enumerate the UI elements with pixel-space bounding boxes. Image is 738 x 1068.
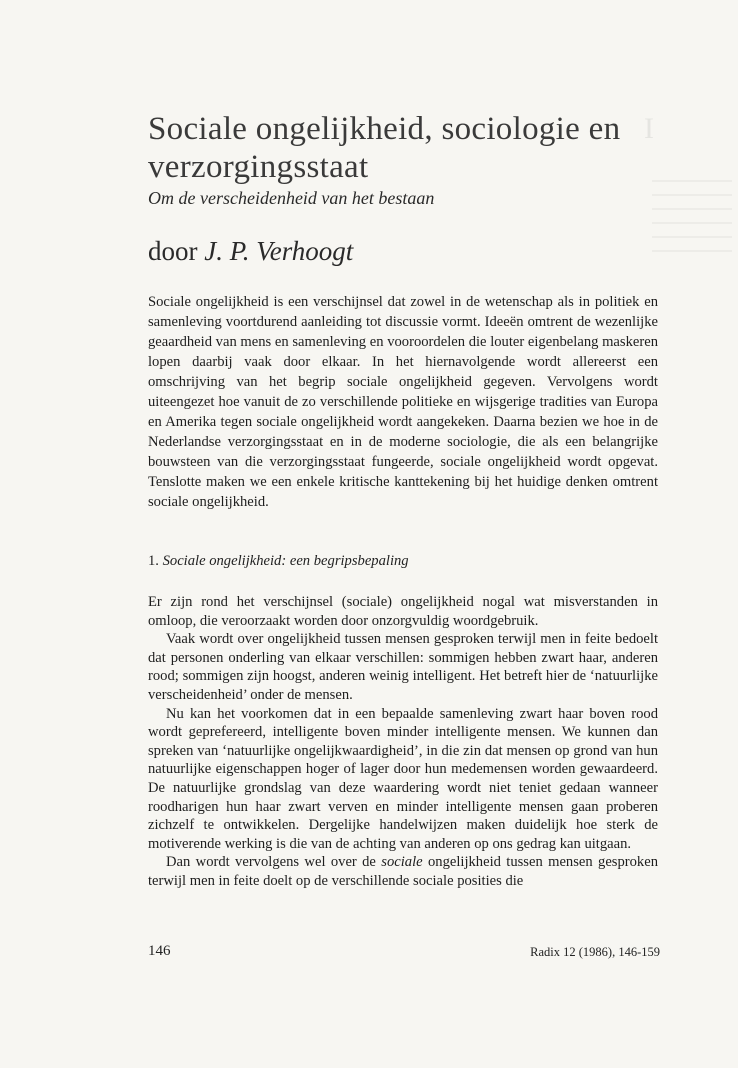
paragraph-4 [148, 853, 658, 890]
paragraph-2: Vaak wordt over ongelijkheid tussen mensen gesproken terwijl men in feite bedoelt dat personen onderling van elkaar verschillen: sommigen hebben zwart haar, anderen rood; sommigen zijn hoogst, anderen weinig intelligent. Het betreft hier de ‘natuurlijke verscheidenheid’ onder de mensen. [148, 631, 658, 703]
section-number: 1. [148, 553, 159, 569]
paragraph-4-emphasis: sociale [381, 854, 423, 871]
journal-citation: Radix 12 (1986), 146-159 [530, 945, 660, 959]
title-line-1: Sociale ongelijkheid, sociologie en [148, 111, 621, 147]
paragraph-4-start: Dan wordt vervolgens wel over de [166, 854, 376, 871]
article-subtitle: Om de verscheidenheid van het bestaan [148, 188, 435, 208]
title-line-2: verzorgingsstaat [148, 149, 369, 185]
section-title: Sociale ongelijkheid: een begripsbepaling [162, 553, 409, 569]
paragraph-3: Nu kan het voorkomen dat in een bepaalde samenleving zwart haar boven rood wordt geprefereerd, intelligente boven minder intelligente mensen. We kunnen dan spreken van ‘natuurlijke ongelijkwaardigheid’, in die zin dat mensen op grond van hun natuurlijke eigenschappen hoger of lager door hun medemensen worden gewaardeerd. De natuurlijke grondslag van deze waardering wordt niet teniet gedaan wanneer roodharigen hun haar zwart verven en minder intelligente mensen gaan proberen zichzelf te ontwikkelen. Dergelijke handelwijzen maken duidelijk hoe sterk de motiverende werking is die van de achting van anderen op ons gedrag kan uitgaan. [148, 705, 658, 852]
page-number: 146 [148, 943, 171, 959]
paragraph-1: Er zijn rond het verschijnsel (sociale) ongelijkheid nogal wat misverstanden in omloop, die veroorzaakt worden door onzorgvuldig woordgebruik. [148, 594, 658, 629]
section-heading [148, 553, 658, 570]
article-title [148, 110, 668, 186]
abstract: Sociale ongelijkheid is een verschijnsel dat zowel in de wetenschap als in politiek en samenleving voortdurend aanleiding tot discussie vormt. Ideeën omtrent de wezenlijke geaardheid van mens en samenleving en vooroordelen die louter eigenbelang maskeren lopen daarbij vaak door elkaar. In het hiernavolgende wordt allereerst een omschrijving van het begrip sociale ongelijkheid gegeven. Vervolgens wordt uiteengezet hoe vanuit de zo verschillende politieke en wijsgerige tradities van Europa en Amerika tegen sociale ongelijkheid wordt aangekeken. Daarna bezien we hoe in de Nederlandse verzorgingsstaat en in de moderne sociologie, die als een belangrijke bouwsteen van die verzorgingsstaat fungeerde, sociale ongelijkheid wordt opgevat. Tenslotte maken we een enkele kritische kanttekening bij het huidige denken omtrent sociale ongelijkheid. [148, 294, 658, 510]
byline-prefix: door [148, 236, 198, 266]
author-name: J. P. Verhoogt [204, 236, 354, 266]
body-text [148, 593, 658, 891]
byline [148, 236, 668, 267]
paragraph-4-end: ongelijkheid tussen mensen gesproken terwijl men in feite doelt op de verschillende sociale posities die [148, 854, 659, 889]
bleed-through-mark: I [644, 112, 654, 145]
